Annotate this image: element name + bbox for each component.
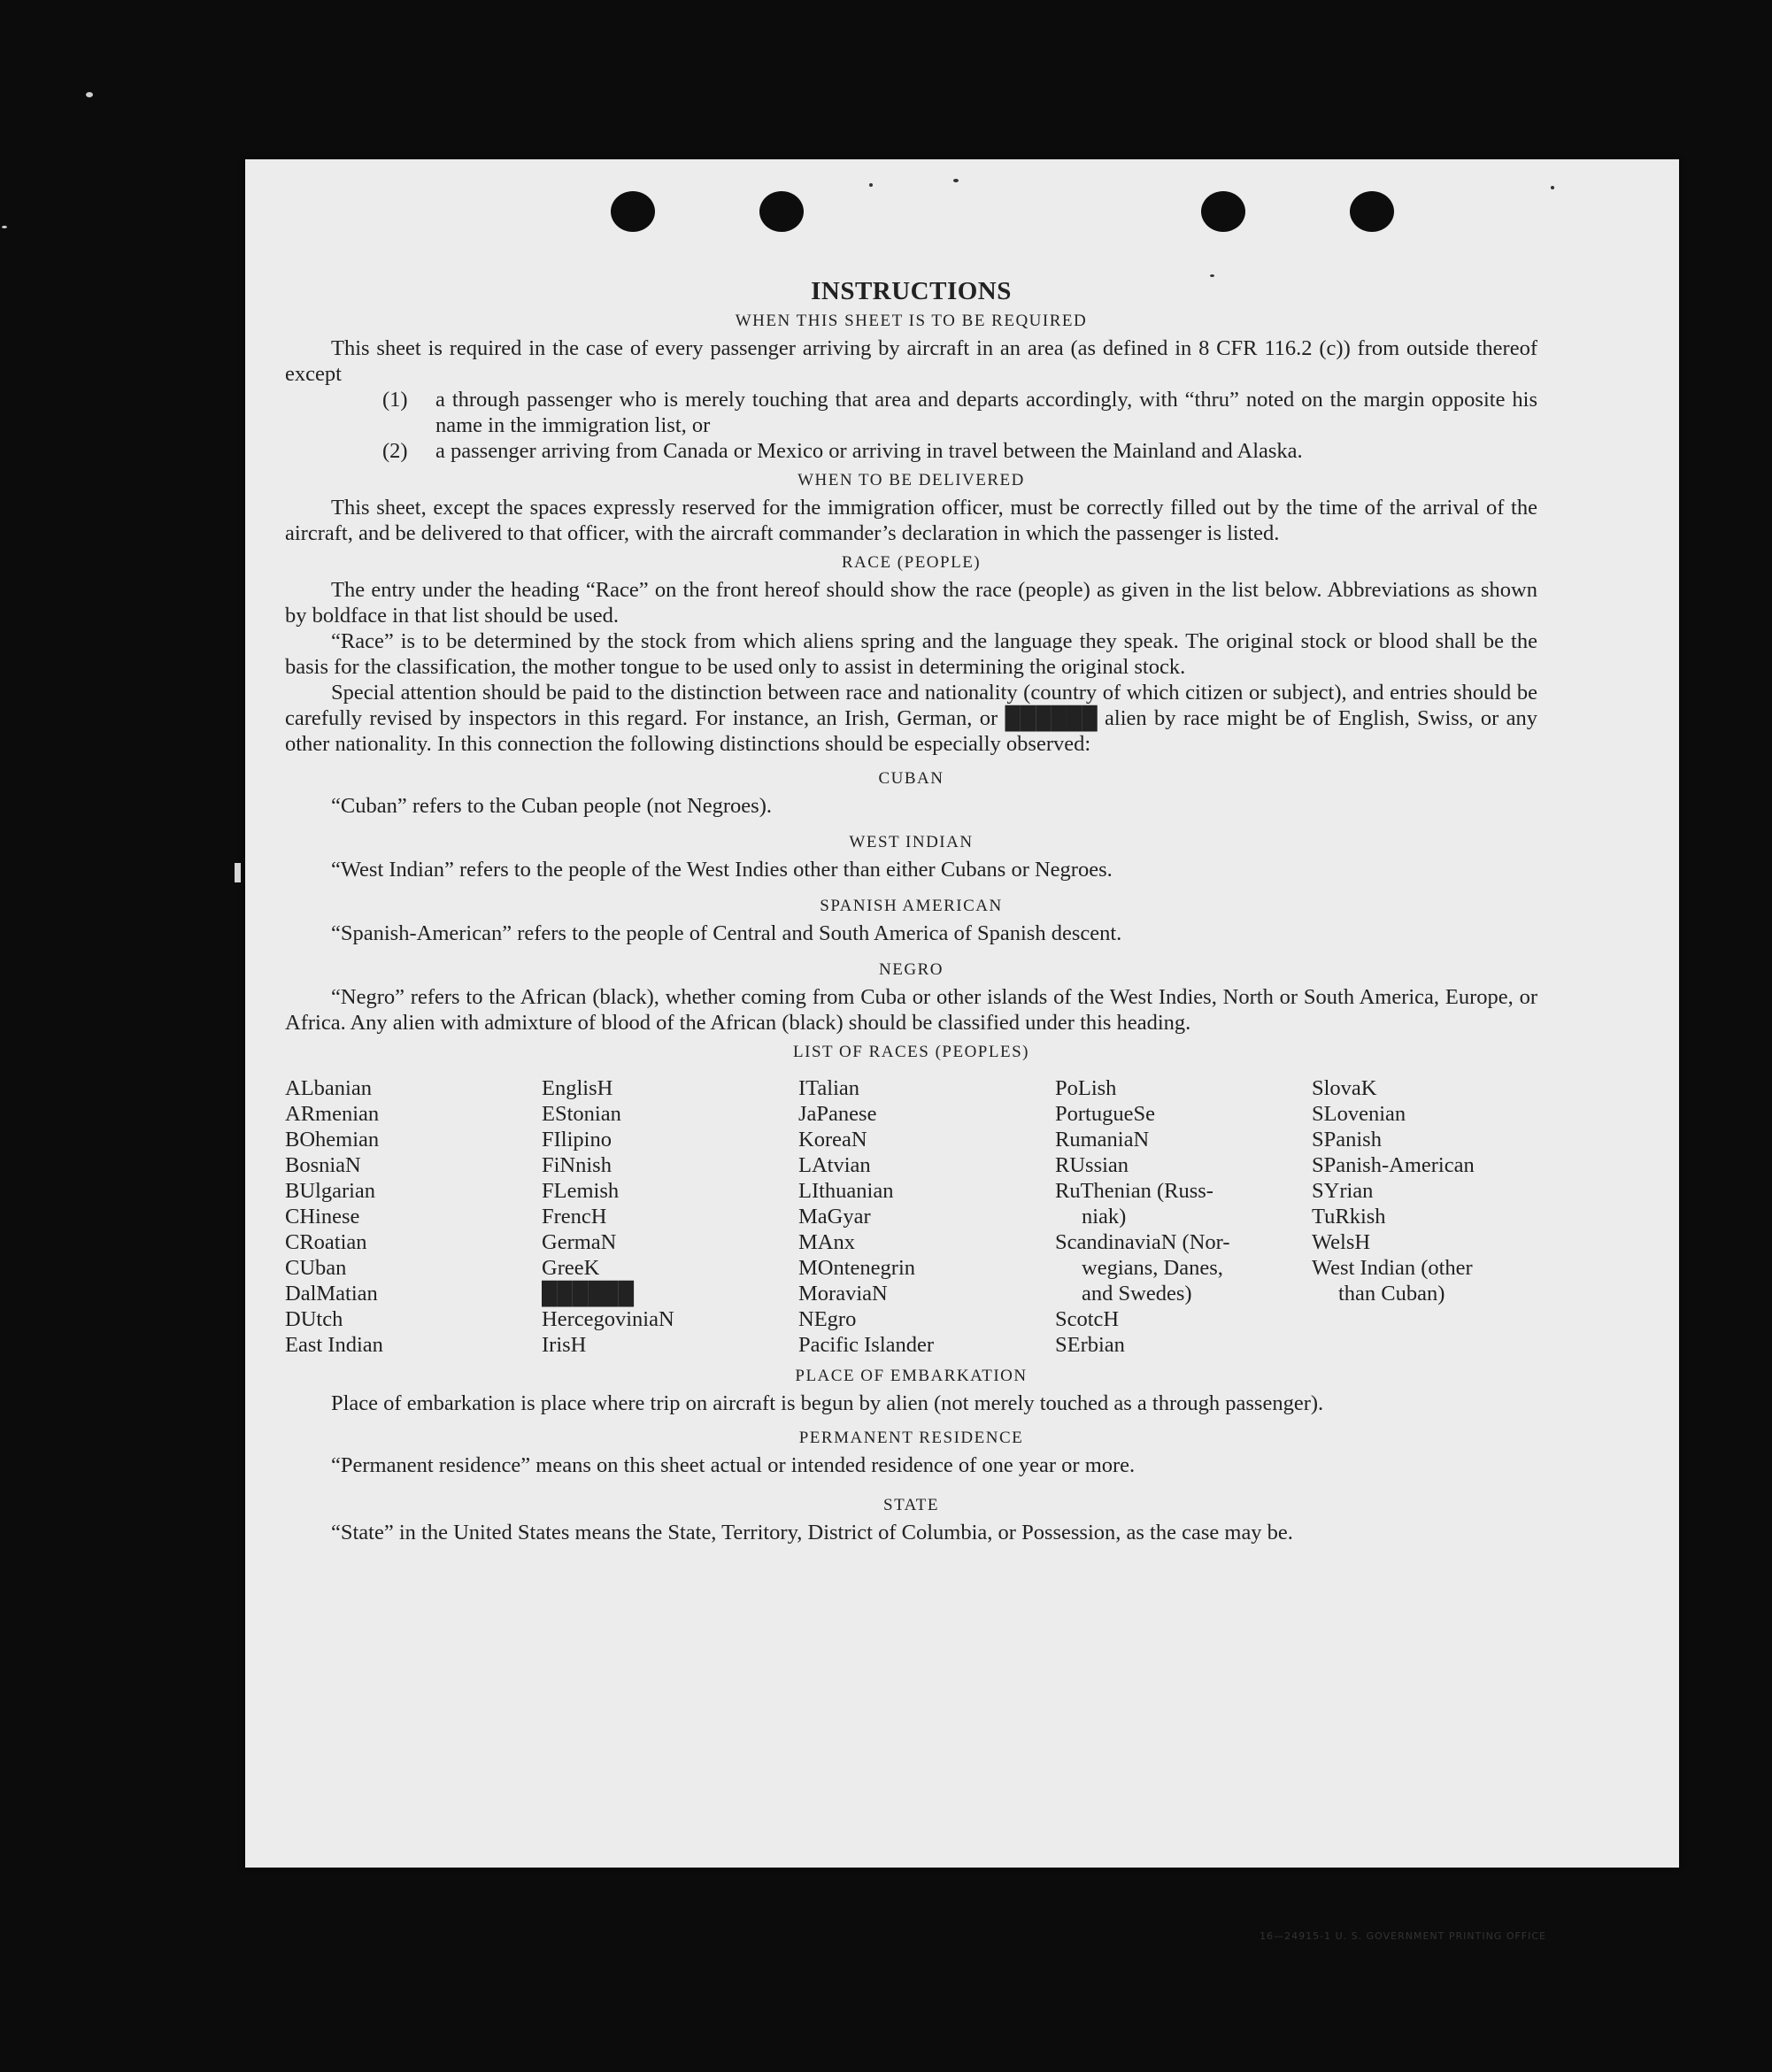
races-column [798,1075,1055,1358]
race-entry: BosniaN [285,1153,361,1177]
race-entry: CRoatian [285,1230,367,1254]
race-entry: BUlgarian [285,1179,376,1203]
races-column [285,1075,542,1358]
race-entry: PortugueSe [1055,1102,1155,1126]
race-paragraph: Special attention should be paid to the distinction between race and nationality (country of which citizen or subject), and entries should be carefully revised by inspectors in this regard. For instance, an Irish, German, or ██████ alien by race might be of English, Swiss, or any other nationality. In this connection the following distinctions should be especially observed: [285,681,1537,756]
section-heading-embarkation: PLACE OF EMBARKATION [795,1367,1028,1385]
race-entry: LAtvian [798,1153,871,1177]
race-entry: SLovenian [1312,1102,1406,1126]
race-entry: NEgro [798,1307,857,1331]
race-entry: ARmenian [285,1102,380,1126]
document-page [245,159,1679,1942]
race-entry: FrencH [542,1205,607,1229]
race-entry: LIthuanian [798,1179,894,1203]
section-heading-spanish-american: SPANISH AMERICAN [820,897,1003,915]
section-text-delivered: This sheet, except the spaces expressly reserved for the immigration officer, must be correctly filled out by the time of the arrival of the aircraft, and be delivered to that officer, with the aircraft commander’s declaration in which the passenger is listed. [285,496,1537,545]
item-text: a passenger arriving from Canada or Mexico or arriving in travel between the Mainland and Alaska. [435,439,1303,463]
section-heading-residence: PERMANENT RESIDENCE [798,1429,1024,1447]
race-entry: EStonian [542,1102,621,1126]
punch-hole [611,191,655,232]
race-entry: PoLish [1055,1076,1117,1100]
page-title: INSTRUCTIONS [811,277,1012,305]
ink-mark [1210,274,1214,277]
section-heading-negro: NEGRO [879,960,944,979]
race-entry: DUtch [285,1307,343,1331]
race-entry: KoreaN [798,1128,867,1152]
race-entry: DalMatian [285,1282,378,1306]
race-entry-continued: and Swedes) [1082,1282,1192,1306]
races-list [285,1075,1537,1358]
race-entry: Pacific Islander [798,1333,935,1357]
races-column [1312,1075,1537,1358]
race-entry: FIlipino [542,1128,612,1152]
race-entry: West Indian (other [1312,1256,1473,1280]
race-entry: CUban [285,1256,347,1280]
race-entry: HercegoviniaN [542,1307,674,1331]
exception-item [382,387,1537,438]
section-text-spanish-american: “Spanish-American” refers to the people of Central and South America of Spanish descent. [331,921,1122,945]
race-entry-continued: wegians, Danes, [1082,1256,1223,1280]
instructions-content [285,279,1537,1545]
race-paragraph: “Race” is to be determined by the stock from which aliens spring and the language they speak. The original stock or blood shall be the basis for the classification, the mother tongue to be used only to assist in determining the original stock. [285,629,1537,679]
punch-hole [1201,191,1245,232]
race-entry: IrisH [542,1333,587,1357]
section-text-embarkation: Place of embarkation is place where trip on aircraft is begun by alien (not merely touched as a through passenger). [331,1391,1324,1415]
section-text-required: This sheet is required in the case of every passenger arriving by aircraft in an area (as defined in 8 CFR 116.2 (c)) from outside thereof except [285,336,1537,386]
race-entry: ScotcH [1055,1307,1120,1331]
section-heading-state: STATE [883,1496,939,1514]
race-entry: MOntenegrin [798,1256,915,1280]
printing-office-footer: 16—24915-1 U. S. GOVERNMENT PRINTING OFFICE [1260,1930,1546,1942]
section-heading-required: WHEN THIS SHEET IS TO BE REQUIRED [735,312,1088,330]
race-entry: SPanish-American [1312,1153,1475,1177]
race-entry: MAnx [798,1230,855,1254]
race-entry: RUssian [1055,1153,1129,1177]
races-column [542,1075,798,1358]
race-entry: TuRkish [1312,1205,1386,1229]
race-entry: SYrian [1312,1179,1374,1203]
section-heading-cuban: CUBAN [878,769,944,788]
race-entry: FiNnish [542,1153,612,1177]
race-entry: SPanish [1312,1128,1382,1152]
race-entry: ScandinaviaN (Nor- [1055,1230,1230,1254]
race-entry-continued: niak) [1082,1205,1127,1229]
section-text-west-indian: “West Indian” refers to the people of the West Indies other than either Cubans or Negroes. [331,858,1113,882]
section-text-state: “State” in the United States means the State, Territory, District of Columbia, or Possession, as the case may be. [331,1521,1293,1544]
races-column [1055,1075,1312,1358]
section-text-negro: “Negro” refers to the African (black), whether coming from Cuba or other islands of the West Indies, North or South America, Europe, or Africa. Any alien with admixture of blood of the African (black) should be classified under this heading. [285,985,1537,1035]
race-entry: BOhemian [285,1128,380,1152]
race-entry: East Indian [285,1333,383,1357]
item-number: (2) [382,439,408,463]
section-text-residence: “Permanent residence” means on this sheet actual or intended residence of one year or more. [331,1453,1136,1477]
section-text-cuban: “Cuban” refers to the Cuban people (not Negroes). [331,794,772,818]
race-entry: MaGyar [798,1205,871,1229]
race-entry: GreeK [542,1256,600,1280]
dust-speck [86,92,93,97]
race-entry: GermaN [542,1230,617,1254]
section-heading-west-indian: WEST INDIAN [849,833,974,851]
race-entry: CHinese [285,1205,360,1229]
race-entry: WelsH [1312,1230,1371,1254]
race-entry: FLemish [542,1179,620,1203]
race-entry: MoraviaN [798,1282,888,1306]
punch-hole [1350,191,1394,232]
dust-speck [2,226,7,228]
ink-mark [869,183,873,187]
race-entry: RumaniaN [1055,1128,1150,1152]
race-entry: ITalian [798,1076,860,1100]
section-heading-list: LIST OF RACES (PEOPLES) [793,1043,1029,1061]
margin-mark [235,863,241,882]
punch-hole [759,191,804,232]
section-heading-delivered: WHEN TO BE DELIVERED [797,471,1025,489]
race-entry: SlovaK [1312,1076,1377,1100]
race-entry-redacted: ██████ [542,1282,635,1306]
exception-item [382,438,1537,464]
race-paragraph: The entry under the heading “Race” on the front hereof should show the race (people) as given in the list below. Abbreviations as shown by boldface in that list should be used. [285,578,1537,628]
ink-mark [953,179,959,182]
race-entry: ALbanian [285,1076,372,1100]
race-entry: EnglisH [542,1076,613,1100]
race-entry: SErbian [1055,1333,1125,1357]
item-text: a through passenger who is merely touching that area and departs accordingly, with “thru” noted on the margin opposite his name in the immigration list, or [435,388,1537,437]
race-entry: RuThenian (Russ- [1055,1179,1213,1203]
section-heading-race: RACE (PEOPLE) [841,553,982,572]
race-entry: JaPanese [798,1102,877,1126]
race-entry-continued: than Cuban) [1338,1282,1445,1306]
item-number: (1) [382,388,408,412]
ink-mark [1551,186,1554,189]
